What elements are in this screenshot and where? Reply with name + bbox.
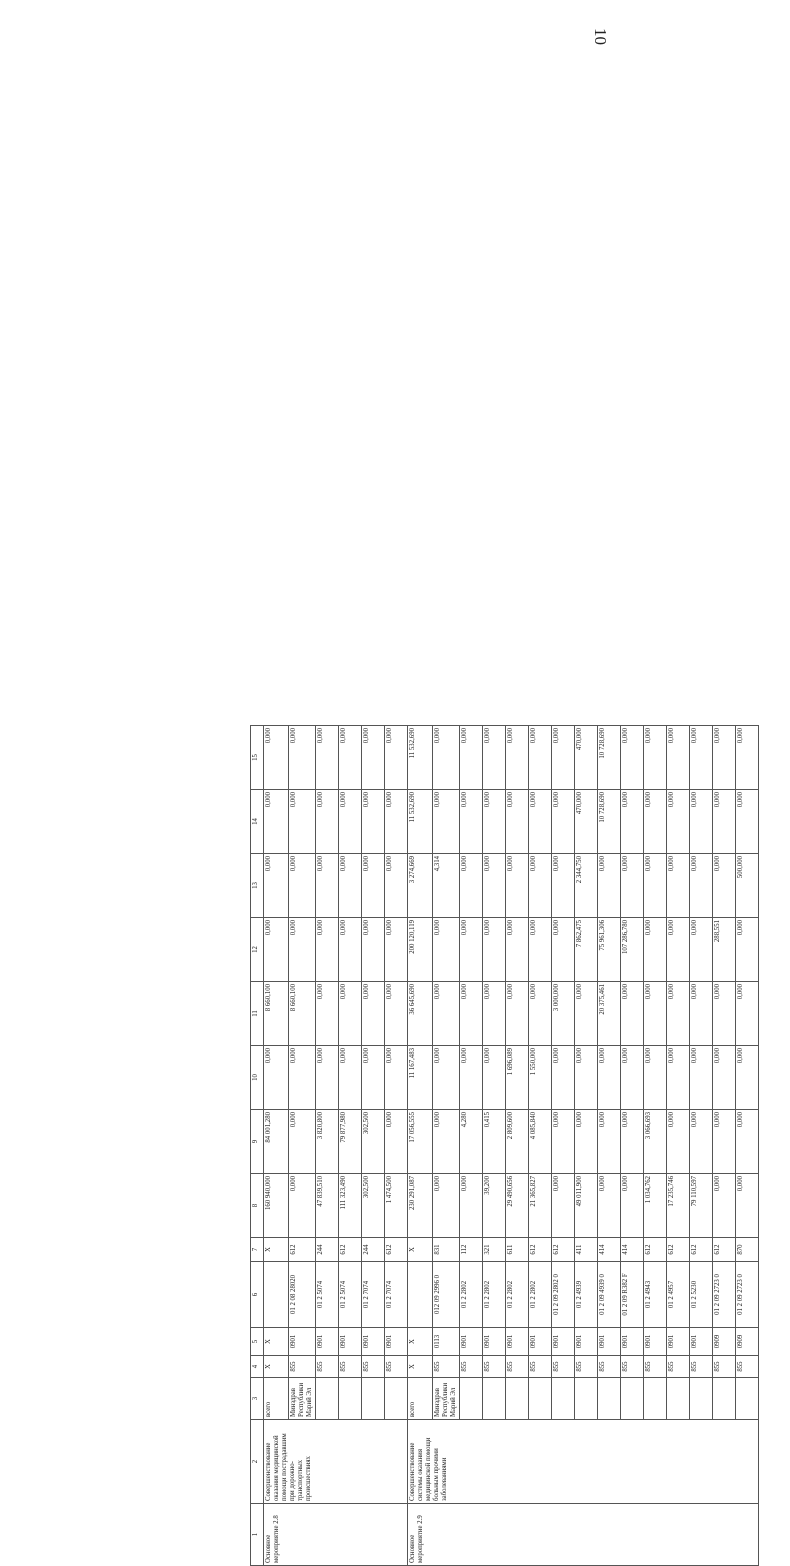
amount-col-9: 0,000: [433, 1110, 460, 1174]
target-article-cell: [408, 1262, 433, 1328]
amount-col-8: 39,200: [483, 1174, 506, 1238]
expense-type-cell: 612: [529, 1238, 552, 1262]
amount-col-8: 0,000: [433, 1174, 460, 1238]
amount-col-11: 0,000: [529, 982, 552, 1046]
expense-type-cell: 414: [598, 1238, 621, 1262]
amount-col-10: 0,000: [339, 1046, 362, 1110]
responsible-cell: Минздрав Республики Марий Эл: [289, 1378, 316, 1420]
amount-col-8: 47 839,510: [316, 1174, 339, 1238]
amount-col-15: 0,000: [385, 726, 408, 790]
target-article-cell: 01 2 2802: [529, 1262, 552, 1328]
amount-col-15: 0,000: [644, 726, 667, 790]
amount-col-15: 0,000: [433, 726, 460, 790]
target-article-cell: [264, 1262, 289, 1328]
column-number-3: 3: [251, 1378, 264, 1420]
amount-col-15: 0,000: [621, 726, 644, 790]
column-number-12: 12: [251, 918, 264, 982]
amount-col-10: 0,000: [736, 1046, 759, 1110]
amount-col-8: 160 940,000: [264, 1174, 289, 1238]
amount-col-14: 0,000: [460, 790, 483, 854]
section-code-cell: 0901: [362, 1328, 385, 1356]
amount-col-12: 107 286,780: [621, 918, 644, 982]
amount-col-14: 0,000: [529, 790, 552, 854]
amount-col-14: 0,000: [713, 790, 736, 854]
section-code-cell: 0901: [339, 1328, 362, 1356]
amount-col-13: 0,000: [264, 854, 289, 918]
amount-col-11: 0,000: [385, 982, 408, 1046]
grbs-cell: 855: [598, 1356, 621, 1378]
section-code-cell: Х: [408, 1328, 433, 1356]
amount-col-8: 0,000: [460, 1174, 483, 1238]
amount-col-11: 0,000: [460, 982, 483, 1046]
column-number-1: 1: [251, 1504, 264, 1566]
amount-col-10: 0,000: [483, 1046, 506, 1110]
amount-col-14: 0,000: [316, 790, 339, 854]
amount-col-14: 470,000: [575, 790, 598, 854]
expense-type-cell: 411: [575, 1238, 598, 1262]
amount-col-13: 0,000: [385, 854, 408, 918]
column-number-row: [251, 726, 264, 1566]
amount-col-8: 49 011,900: [575, 1174, 598, 1238]
amount-col-11: 0,000: [621, 982, 644, 1046]
responsible-cell: [598, 1378, 621, 1420]
amount-col-12: 7 862,475: [575, 918, 598, 982]
grbs-cell: 855: [529, 1356, 552, 1378]
amount-col-10: 0,000: [460, 1046, 483, 1110]
amount-col-15: 0,000: [264, 726, 289, 790]
responsible-cell: [713, 1378, 736, 1420]
responsible-cell: [339, 1378, 362, 1420]
table-row: [408, 726, 433, 1566]
column-number-13: 13: [251, 854, 264, 918]
section-code-cell: 0901: [667, 1328, 690, 1356]
grbs-cell: 855: [385, 1356, 408, 1378]
amount-col-14: 0,000: [339, 790, 362, 854]
amount-col-15: 11 532,690: [408, 726, 433, 790]
target-article-cell: 01 2 09 2723 0: [713, 1262, 736, 1328]
amount-col-15: 0,000: [736, 726, 759, 790]
section-code-cell: 0901: [621, 1328, 644, 1356]
grbs-cell: 855: [316, 1356, 339, 1378]
target-article-cell: 01 2 08 28020: [289, 1262, 316, 1328]
amount-col-11: 0,000: [506, 982, 529, 1046]
amount-col-11: 0,000: [644, 982, 667, 1046]
amount-col-11: 3 000,000: [552, 982, 575, 1046]
activity-name: Совершенствование оказания медицинской помощи пострадавшим при дорожно-транспортных происшествиях: [264, 1420, 408, 1504]
expense-type-cell: 611: [506, 1238, 529, 1262]
amount-col-9: 0,000: [385, 1110, 408, 1174]
amount-col-11: 0,000: [690, 982, 713, 1046]
column-number-9: 9: [251, 1110, 264, 1174]
amount-col-13: 0,000: [289, 854, 316, 918]
section-code-cell: 0901: [385, 1328, 408, 1356]
amount-col-14: 0,000: [690, 790, 713, 854]
section-code-cell: 0901: [289, 1328, 316, 1356]
amount-col-8: 0,000: [713, 1174, 736, 1238]
expense-type-cell: Х: [264, 1238, 289, 1262]
section-code-cell: 0901: [598, 1328, 621, 1356]
amount-col-13: 4,314: [433, 854, 460, 918]
amount-col-14: 0,000: [736, 790, 759, 854]
amount-col-8: 29 490,656: [506, 1174, 529, 1238]
amount-col-15: 0,000: [483, 726, 506, 790]
amount-col-14: 0,000: [433, 790, 460, 854]
budget-table: [250, 725, 759, 1566]
amount-col-13: 3 274,669: [408, 854, 433, 918]
grbs-cell: Х: [264, 1356, 289, 1378]
amount-col-15: 470,000: [575, 726, 598, 790]
amount-col-15: 0,000: [506, 726, 529, 790]
target-article-cell: 01 2 4943: [644, 1262, 667, 1328]
amount-col-15: 0,000: [289, 726, 316, 790]
page-number: 10: [591, 28, 610, 45]
expense-type-cell: 414: [621, 1238, 644, 1262]
target-article-cell: 01 2 5074: [339, 1262, 362, 1328]
amount-col-9: 17 056,555: [408, 1110, 433, 1174]
amount-col-15: 0,000: [339, 726, 362, 790]
target-article-cell: 01 2 7074: [385, 1262, 408, 1328]
amount-col-10: 0,000: [552, 1046, 575, 1110]
amount-col-8: 0,000: [289, 1174, 316, 1238]
amount-col-12: 0,000: [385, 918, 408, 982]
section-code-cell: 0901: [644, 1328, 667, 1356]
responsible-cell: [529, 1378, 552, 1420]
amount-col-9: 4 085,840: [529, 1110, 552, 1174]
amount-col-14: 0,000: [289, 790, 316, 854]
grbs-cell: 855: [667, 1356, 690, 1378]
amount-col-12: 200 120,119: [408, 918, 433, 982]
expense-type-cell: 870: [736, 1238, 759, 1262]
amount-col-9: 0,000: [598, 1110, 621, 1174]
target-article-cell: 01 2 4957: [667, 1262, 690, 1328]
amount-col-13: 0,000: [362, 854, 385, 918]
responsible-cell: Минздрав Республики Марий Эл: [433, 1378, 460, 1420]
amount-col-11: 8 660,100: [289, 982, 316, 1046]
amount-col-8: 1 034,762: [644, 1174, 667, 1238]
amount-col-13: 0,000: [529, 854, 552, 918]
amount-col-8: 302,500: [362, 1174, 385, 1238]
column-number-14: 14: [251, 790, 264, 854]
responsible-cell: [552, 1378, 575, 1420]
amount-col-14: 0,000: [667, 790, 690, 854]
grbs-cell: 855: [736, 1356, 759, 1378]
grbs-cell: Х: [408, 1356, 433, 1378]
amount-col-12: 0,000: [460, 918, 483, 982]
amount-col-12: 0,000: [667, 918, 690, 982]
amount-col-9: 3 066,693: [644, 1110, 667, 1174]
target-article-cell: 01 2 4939: [575, 1262, 598, 1328]
grbs-cell: 855: [460, 1356, 483, 1378]
amount-col-10: 0,000: [362, 1046, 385, 1110]
section-code-cell: 0901: [316, 1328, 339, 1356]
amount-col-12: 0,000: [433, 918, 460, 982]
column-number-5: 5: [251, 1328, 264, 1356]
column-number-11: 11: [251, 982, 264, 1046]
amount-col-8: 0,000: [621, 1174, 644, 1238]
amount-col-15: 0,000: [552, 726, 575, 790]
target-article-cell: 01 2 5230: [690, 1262, 713, 1328]
amount-col-8: 0,000: [598, 1174, 621, 1238]
rotated-table-wrapper: [250, 726, 790, 1566]
amount-col-10: 0,000: [264, 1046, 289, 1110]
amount-col-11: 0,000: [362, 982, 385, 1046]
amount-col-14: 10 728,690: [598, 790, 621, 854]
amount-col-10: 1 696,089: [506, 1046, 529, 1110]
amount-col-9: 79 877,980: [339, 1110, 362, 1174]
section-code-cell: 0901: [690, 1328, 713, 1356]
target-article-cell: 01 2 2802: [483, 1262, 506, 1328]
amount-col-11: 0,000: [667, 982, 690, 1046]
amount-col-13: 500,000: [736, 854, 759, 918]
section-code-cell: 0909: [736, 1328, 759, 1356]
amount-col-11: 0,000: [736, 982, 759, 1046]
amount-col-8: 21 365,827: [529, 1174, 552, 1238]
amount-col-10: 0,000: [289, 1046, 316, 1110]
amount-col-14: 0,000: [385, 790, 408, 854]
amount-col-14: 0,000: [621, 790, 644, 854]
amount-col-11: 0,000: [316, 982, 339, 1046]
responsible-cell: всего: [264, 1378, 289, 1420]
grbs-cell: 855: [575, 1356, 598, 1378]
grbs-cell: 855: [362, 1356, 385, 1378]
amount-col-11: 0,000: [339, 982, 362, 1046]
amount-col-15: 0,000: [460, 726, 483, 790]
expense-type-cell: Х: [408, 1238, 433, 1262]
expense-type-cell: 612: [385, 1238, 408, 1262]
amount-col-10: 0,000: [713, 1046, 736, 1110]
amount-col-12: 0,000: [289, 918, 316, 982]
amount-col-9: 4,280: [460, 1110, 483, 1174]
amount-col-9: 0,000: [713, 1110, 736, 1174]
amount-col-9: 3 820,800: [316, 1110, 339, 1174]
section-code-cell: 0901: [575, 1328, 598, 1356]
section-code-cell: Х: [264, 1328, 289, 1356]
amount-col-13: 0,000: [667, 854, 690, 918]
responsible-cell: всего: [408, 1378, 433, 1420]
section-code-cell: 0909: [713, 1328, 736, 1356]
section-code-cell: 0901: [529, 1328, 552, 1356]
amount-col-10: 11 167,483: [408, 1046, 433, 1110]
expense-type-cell: 612: [667, 1238, 690, 1262]
amount-col-15: 10 728,690: [598, 726, 621, 790]
grbs-cell: 855: [339, 1356, 362, 1378]
amount-col-11: 36 645,690: [408, 982, 433, 1046]
amount-col-9: 0,000: [667, 1110, 690, 1174]
expense-type-cell: 244: [316, 1238, 339, 1262]
target-article-cell: 01 2 09 2802 0: [552, 1262, 575, 1328]
amount-col-9: 0,000: [552, 1110, 575, 1174]
amount-col-12: 0,000: [690, 918, 713, 982]
responsible-cell: [483, 1378, 506, 1420]
amount-col-14: 11 532,690: [408, 790, 433, 854]
amount-col-12: 0,000: [506, 918, 529, 982]
amount-col-15: 0,000: [316, 726, 339, 790]
responsible-cell: [736, 1378, 759, 1420]
section-code-cell: 0113: [433, 1328, 460, 1356]
amount-col-15: 0,000: [690, 726, 713, 790]
amount-col-10: 0,000: [598, 1046, 621, 1110]
amount-col-13: 0,000: [621, 854, 644, 918]
expense-type-cell: 612: [339, 1238, 362, 1262]
expense-type-cell: 612: [644, 1238, 667, 1262]
amount-col-11: 0,000: [713, 982, 736, 1046]
amount-col-11: 0,000: [483, 982, 506, 1046]
amount-col-9: 302,500: [362, 1110, 385, 1174]
section-code-cell: 0901: [552, 1328, 575, 1356]
amount-col-8: 0,000: [552, 1174, 575, 1238]
amount-col-10: 0,000: [621, 1046, 644, 1110]
amount-col-8: 79 110,597: [690, 1174, 713, 1238]
amount-col-12: 0,000: [339, 918, 362, 982]
column-number-10: 10: [251, 1046, 264, 1110]
grbs-cell: 855: [713, 1356, 736, 1378]
expense-type-cell: 321: [483, 1238, 506, 1262]
column-number-2: 2: [251, 1420, 264, 1504]
amount-col-13: 0,000: [690, 854, 713, 918]
amount-col-14: 0,000: [264, 790, 289, 854]
expense-type-cell: 244: [362, 1238, 385, 1262]
amount-col-14: 0,000: [644, 790, 667, 854]
amount-col-12: 75 961,306: [598, 918, 621, 982]
target-article-cell: 01 2 2802: [506, 1262, 529, 1328]
target-article-cell: 01 2 2802: [460, 1262, 483, 1328]
target-article-cell: 01 2 09 R382 F: [621, 1262, 644, 1328]
amount-col-10: 0,000: [385, 1046, 408, 1110]
amount-col-12: 0,000: [316, 918, 339, 982]
amount-col-12: 0,000: [483, 918, 506, 982]
column-number-8: 8: [251, 1174, 264, 1238]
amount-col-12: 0,000: [736, 918, 759, 982]
amount-col-15: 0,000: [529, 726, 552, 790]
responsible-cell: [460, 1378, 483, 1420]
grbs-cell: 855: [289, 1356, 316, 1378]
amount-col-14: 0,000: [552, 790, 575, 854]
responsible-cell: [385, 1378, 408, 1420]
responsible-cell: [362, 1378, 385, 1420]
amount-col-14: 0,000: [362, 790, 385, 854]
expense-type-cell: 612: [289, 1238, 316, 1262]
amount-col-8: 230 291,087: [408, 1174, 433, 1238]
amount-col-8: 111 323,490: [339, 1174, 362, 1238]
column-number-7: 7: [251, 1238, 264, 1262]
amount-col-8: 0,000: [736, 1174, 759, 1238]
amount-col-15: 0,000: [713, 726, 736, 790]
section-code-cell: 0901: [483, 1328, 506, 1356]
amount-col-11: 20 375,461: [598, 982, 621, 1046]
column-number-4: 4: [251, 1356, 264, 1378]
amount-col-13: 0,000: [316, 854, 339, 918]
amount-col-15: 0,000: [667, 726, 690, 790]
grbs-cell: 855: [433, 1356, 460, 1378]
section-code-cell: 0901: [460, 1328, 483, 1356]
activity-label: Основное мероприятие 2.8: [264, 1504, 408, 1566]
amount-col-9: 0,000: [690, 1110, 713, 1174]
amount-col-12: 0,000: [552, 918, 575, 982]
amount-col-9: 0,000: [736, 1110, 759, 1174]
amount-col-13: 0,000: [460, 854, 483, 918]
amount-col-15: 0,000: [362, 726, 385, 790]
amount-col-10: 1 550,000: [529, 1046, 552, 1110]
amount-col-13: 0,000: [598, 854, 621, 918]
responsible-cell: [690, 1378, 713, 1420]
amount-col-9: 0,000: [289, 1110, 316, 1174]
amount-col-10: 0,000: [575, 1046, 598, 1110]
amount-col-13: 0,000: [506, 854, 529, 918]
amount-col-9: 0,415: [483, 1110, 506, 1174]
table-body: [264, 726, 759, 1566]
amount-col-11: 0,000: [433, 982, 460, 1046]
amount-col-9: 2 809,600: [506, 1110, 529, 1174]
amount-col-12: 0,000: [264, 918, 289, 982]
amount-col-13: 0,000: [483, 854, 506, 918]
amount-col-10: 0,000: [644, 1046, 667, 1110]
target-article-cell: 01 2 09 2723 0: [736, 1262, 759, 1328]
amount-col-12: 288,551: [713, 918, 736, 982]
responsible-cell: [575, 1378, 598, 1420]
target-article-cell: 01 2 5074: [316, 1262, 339, 1328]
amount-col-13: 0,000: [339, 854, 362, 918]
grbs-cell: 855: [506, 1356, 529, 1378]
amount-col-13: 0,000: [713, 854, 736, 918]
amount-col-13: 0,000: [644, 854, 667, 918]
expense-type-cell: 612: [552, 1238, 575, 1262]
amount-col-12: 0,000: [362, 918, 385, 982]
target-article-cell: 01 2 7074: [362, 1262, 385, 1328]
expense-type-cell: 112: [460, 1238, 483, 1262]
amount-col-8: 1 474,500: [385, 1174, 408, 1238]
expense-type-cell: 831: [433, 1238, 460, 1262]
grbs-cell: 855: [621, 1356, 644, 1378]
responsible-cell: [506, 1378, 529, 1420]
amount-col-10: 0,000: [667, 1046, 690, 1110]
amount-col-9: 84 001,280: [264, 1110, 289, 1174]
column-number-15: 15: [251, 726, 264, 790]
amount-col-11: 8 660,100: [264, 982, 289, 1046]
responsible-cell: [667, 1378, 690, 1420]
amount-col-10: 0,000: [316, 1046, 339, 1110]
amount-col-14: 0,000: [483, 790, 506, 854]
expense-type-cell: 612: [690, 1238, 713, 1262]
amount-col-9: 0,000: [621, 1110, 644, 1174]
responsible-cell: [621, 1378, 644, 1420]
grbs-cell: 855: [483, 1356, 506, 1378]
amount-col-12: 0,000: [529, 918, 552, 982]
column-number-6: 6: [251, 1262, 264, 1328]
amount-col-13: 2 344,750: [575, 854, 598, 918]
responsible-cell: [644, 1378, 667, 1420]
amount-col-12: 0,000: [644, 918, 667, 982]
amount-col-9: 0,000: [575, 1110, 598, 1174]
table-row: [264, 726, 289, 1566]
target-article-cell: 012 09 2996 0: [433, 1262, 460, 1328]
responsible-cell: [316, 1378, 339, 1420]
target-article-cell: 01 2 09 4939 0: [598, 1262, 621, 1328]
amount-col-13: 0,000: [552, 854, 575, 918]
amount-col-10: 0,000: [433, 1046, 460, 1110]
grbs-cell: 855: [552, 1356, 575, 1378]
grbs-cell: 855: [690, 1356, 713, 1378]
amount-col-11: 0,000: [575, 982, 598, 1046]
activity-name: Совершенствование системы оказания медицинской помощи больным прочими заболеваниями: [408, 1420, 759, 1504]
amount-col-8: 17 235,746: [667, 1174, 690, 1238]
expense-type-cell: 612: [713, 1238, 736, 1262]
section-code-cell: 0901: [506, 1328, 529, 1356]
activity-label: Основное мероприятие 2.9: [408, 1504, 759, 1566]
grbs-cell: 855: [644, 1356, 667, 1378]
amount-col-10: 0,000: [690, 1046, 713, 1110]
amount-col-14: 0,000: [506, 790, 529, 854]
